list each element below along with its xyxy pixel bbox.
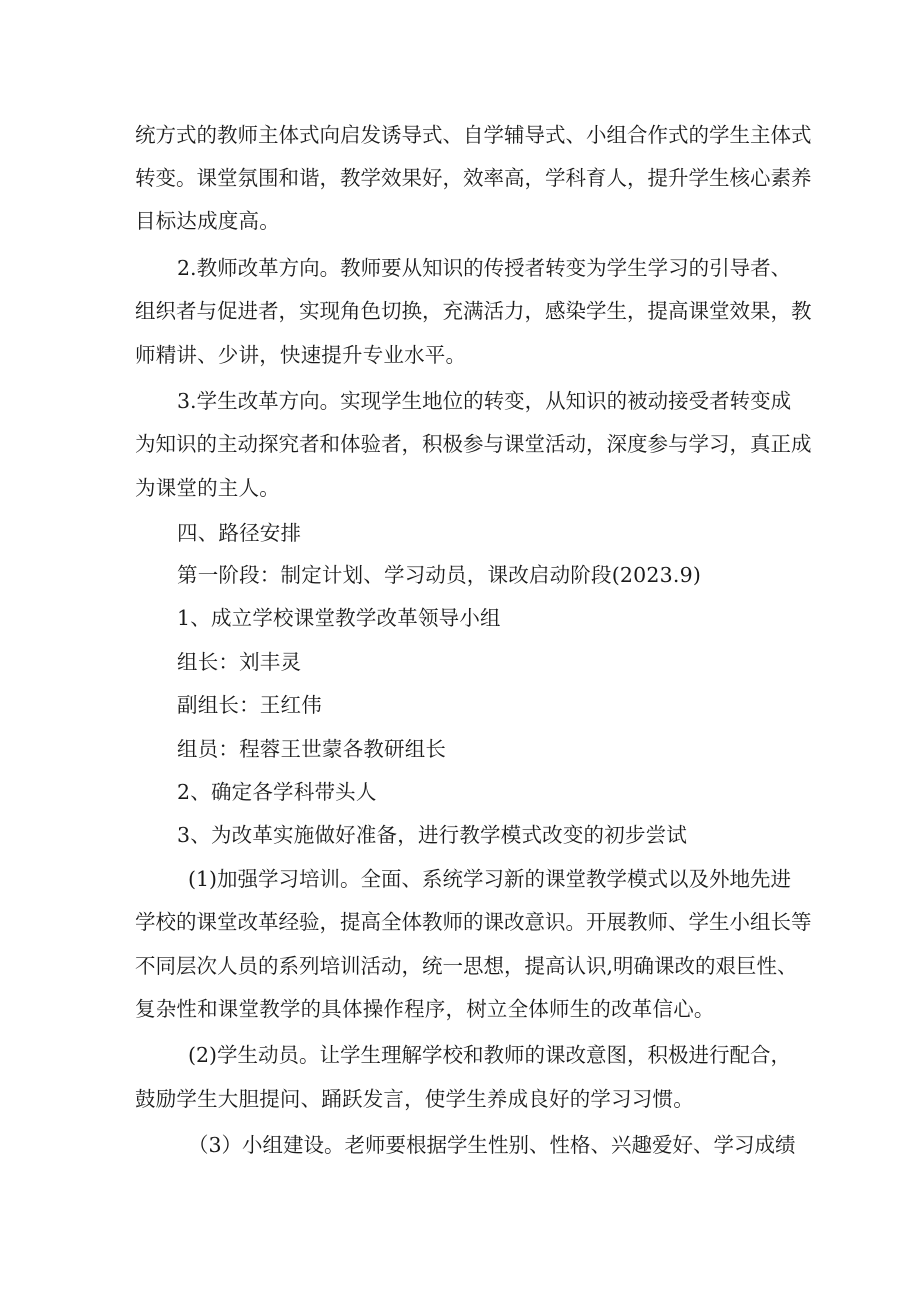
list-item: 1、成立学校课堂教学改革领导小组 <box>177 606 501 630</box>
list-item: 3、为改革实施做好准备，进行教学模式改变的初步尝试 <box>177 823 688 847</box>
paragraph-line: 统 方 式 的 教 师 主 体 式 向 启 发 诱 导 式 、 自 学 辅 导 式 、 小 组 合 作 式 的 学 生 主 体 式 <box>135 123 812 147</box>
paragraph-line: 复杂性和课堂教学的具体操作程序，树立全体师生的改革信心。 <box>135 997 715 1021</box>
list-item: 组长：刘丰灵 <box>177 650 302 674</box>
section-heading: 四、路径安排 <box>177 521 302 545</box>
paragraph-line: ( 1 ) 加 强 学 习 培 训 。 全 面 、 系 统 学 习 新 的 课 堂 教 学 模 式 以 及 外 地 先 进 <box>188 867 792 891</box>
paragraph-line: 组 织 者 与 促 进 者 ， 实 现 角 色 切 换 ， 充 满 活 力 ， 感 染 学 生 ， 提 高 课 堂 效 果 ， 教 <box>135 299 812 323</box>
paragraph-line: 学 校 的 课 堂 改 革 经 验 ， 提 高 全 体 教 师 的 课 改 意 识 。 开 展 教 师 、 学 生 小 组 长 等 <box>135 910 812 934</box>
paragraph-line: 不 同 层 次 人 员 的 系 列 培 训 活 动 ， 统 一 思 想 ， 提 高 认 识 , 明 确 课 改 的 艰 巨 性 、 <box>135 954 798 978</box>
paragraph-line: （ 3 ） 小 组 建 设 。 老 师 要 根 据 学 生 性 别 、 性 格 、 兴 趣 爱 好 、 学 习 成 绩 <box>188 1133 796 1157</box>
paragraph-line: 师精讲、少讲，快速提升专业水平。 <box>135 343 467 367</box>
paragraph-line: 鼓励学生大胆提问、踊跃发言，使学生养成良好的学习习惯。 <box>135 1087 694 1111</box>
list-item: 2、确定各学科带头人 <box>177 780 377 804</box>
paragraph-line: 为课堂的主人。 <box>135 476 280 500</box>
paragraph-line: 2 . 教 师 改 革 方 向 。 教 师 要 从 知 识 的 传 授 者 转 变 为 学 生 学 习 的 引 导 者 、 <box>177 256 792 280</box>
paragraph-line: 转 变 。 课 堂 氛 围 和 谐 ， 教 学 效 果 好 ， 效 率 高 ， 学 科 育 人 ， 提 升 学 生 核 心 素 养 <box>135 166 812 190</box>
paragraph-line: 为 知 识 的 主 动 探 究 者 和 体 验 者 ， 积 极 参 与 课 堂 活 动 ， 深 度 参 与 学 习 ， 真 正 成 <box>135 432 812 456</box>
list-item: 副组长：王红伟 <box>177 693 322 717</box>
paragraph-line: 目标达成度高。 <box>135 209 280 233</box>
paragraph-line: 3 . 学 生 改 革 方 向 。 实 现 学 生 地 位 的 转 变 ， 从 知 识 的 被 动 接 受 者 转 变 成 <box>177 389 792 413</box>
stage-heading: 第一阶段：制定计划、学习动员，课改启动阶段(2023.9) <box>177 563 702 587</box>
list-item: 组员：程蓉王世蒙各教研组长 <box>177 737 447 761</box>
paragraph-line: ( 2 ) 学 生 动 员 。 让 学 生 理 解 学 校 和 教 师 的 课 改 意 图 ， 积 极 进 行 配 合 ， <box>188 1043 792 1067</box>
